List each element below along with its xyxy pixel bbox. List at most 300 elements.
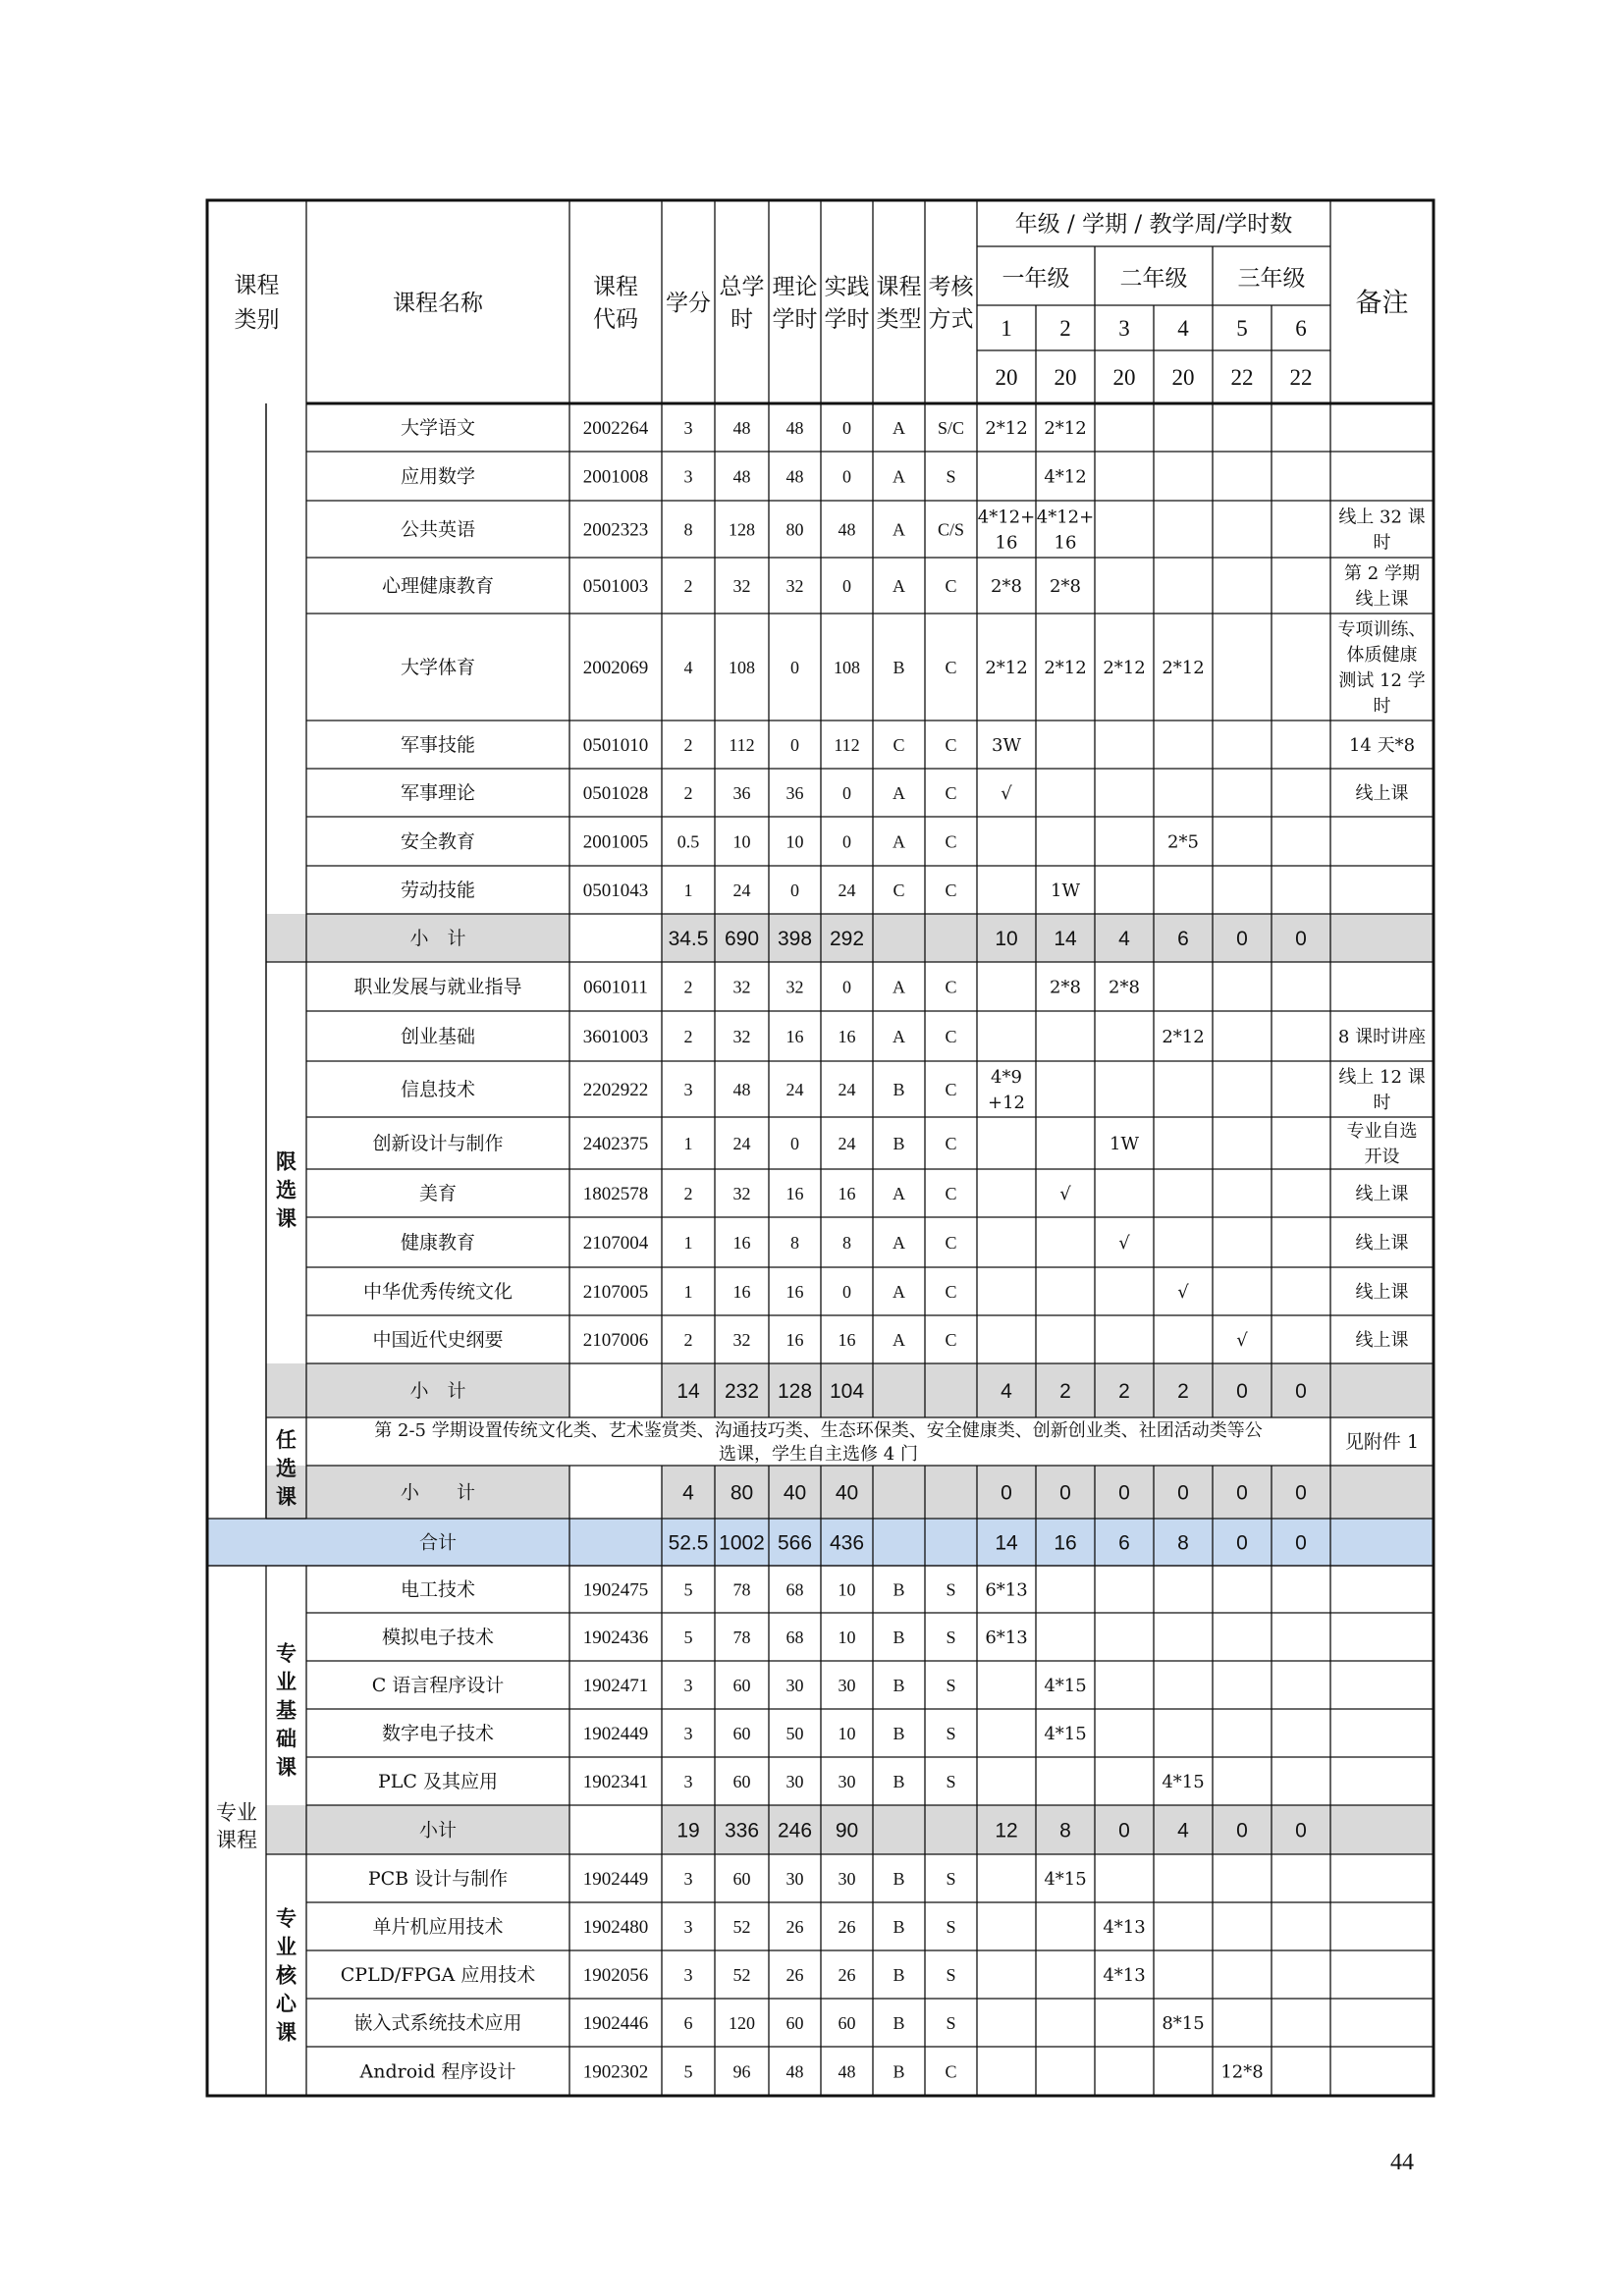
course-code: 1802578: [582, 1184, 649, 1205]
exam-method: C: [945, 977, 957, 997]
practice-hours: 40: [835, 1481, 859, 1505]
exam-method: S: [946, 1964, 956, 1985]
course-name: 创业基础: [400, 1026, 476, 1048]
section-major-basic: [276, 1640, 297, 1779]
subtotal-bg: [662, 1363, 1330, 1417]
course-code: 2001008: [582, 466, 649, 488]
term-hours: 4*15: [1044, 1675, 1087, 1696]
credit: 2: [683, 782, 693, 803]
term-hours: 0: [1295, 1531, 1307, 1555]
course-name: 大学语文: [400, 417, 476, 440]
theory-hours: 8: [790, 1232, 799, 1253]
course-name: 电工技术: [400, 1578, 476, 1601]
header-weeks: 22: [1230, 365, 1254, 391]
course-type: C: [893, 734, 905, 755]
course-type: C: [893, 880, 905, 900]
course-name: 大学体育: [400, 657, 476, 679]
section-major-core: [275, 1905, 298, 2044]
course-name: 美育: [418, 1183, 458, 1205]
course-code: 0501010: [582, 735, 649, 757]
term-hours: 4*15: [1044, 1868, 1087, 1890]
course-type: B: [893, 657, 905, 677]
total-hours: 60: [732, 1771, 751, 1791]
practice-hours: 48: [838, 519, 856, 540]
term-hours: 0: [1001, 1481, 1012, 1505]
total-hours: 232: [724, 1379, 760, 1403]
header-grade3: 三年级: [1237, 266, 1306, 293]
total-hours: 78: [732, 1579, 751, 1600]
term-hours: 6*13: [985, 1579, 1028, 1601]
credit: 3: [683, 1079, 693, 1099]
section-elective: [276, 1427, 297, 1509]
course-type: B: [893, 1675, 905, 1695]
course-type: B: [893, 1579, 905, 1600]
total-hours: 36: [732, 782, 751, 803]
svg-text:业: 业: [276, 1669, 297, 1694]
practice-hours: 436: [829, 1531, 865, 1555]
svg-text:课: 课: [276, 2019, 297, 2045]
term-hours: 4*13: [1103, 1964, 1146, 1986]
term-hours: 2*8: [1050, 977, 1081, 998]
term-hours: 0: [1295, 1819, 1307, 1842]
theory-hours: 26: [785, 1916, 804, 1937]
term-hours: 0: [1236, 1819, 1248, 1842]
credit: 3: [683, 1675, 693, 1695]
course-name: Android 程序设计: [359, 2060, 516, 2083]
svg-text:础: 础: [276, 1726, 297, 1751]
svg-text:限: 限: [276, 1148, 297, 1174]
course-type: B: [893, 1133, 905, 1153]
course-code: 1902480: [582, 1917, 649, 1939]
svg-text:基: 基: [276, 1697, 297, 1723]
svg-text:课: 课: [276, 1483, 297, 1509]
credit: 4: [682, 1481, 694, 1505]
practice-hours: 60: [838, 2012, 856, 2033]
course-code: 2202922: [582, 1080, 649, 1101]
total-hours: 78: [732, 1627, 751, 1647]
total-hours: 60: [732, 1868, 751, 1889]
course-code: 1902449: [582, 1869, 649, 1891]
credit: 3: [683, 466, 693, 487]
course-type: A: [893, 1329, 905, 1350]
exam-method: C: [945, 575, 957, 596]
header-weeks: 22: [1289, 365, 1313, 391]
total-hours: 108: [729, 657, 755, 677]
practice-hours: 24: [838, 1079, 856, 1099]
exam-method: S: [946, 1675, 956, 1695]
term-hours: 16: [1054, 1531, 1077, 1555]
course-type: A: [893, 782, 905, 803]
theory-hours: 68: [785, 1579, 804, 1600]
course-name: 应用数学: [400, 465, 476, 488]
course-type: A: [893, 831, 905, 852]
total-hours: 10: [732, 831, 751, 852]
theory-hours: 128: [777, 1379, 813, 1403]
header-category: 课程: [234, 273, 280, 299]
term-hours: 2: [1059, 1379, 1071, 1403]
header-term: 3: [1118, 316, 1130, 342]
svg-text:选: 选: [276, 1455, 297, 1480]
practice-hours: 10: [838, 1627, 856, 1647]
header-term: 1: [1001, 316, 1012, 342]
theory-hours: 16: [785, 1281, 804, 1302]
term-hours: 2*8: [991, 575, 1022, 597]
remark: 线上 32 课时: [1338, 507, 1426, 554]
practice-hours: 24: [838, 880, 856, 900]
term-hours: 4*12+ 16: [977, 507, 1036, 554]
subtotal-bg: [266, 1805, 569, 1854]
term-hours: 4: [1177, 1819, 1189, 1842]
header-term: 2: [1059, 316, 1071, 342]
term-hours: 0: [1295, 1379, 1307, 1403]
header-exam: 考核方式: [928, 274, 974, 333]
credit: 3: [683, 1771, 693, 1791]
exam-method: S: [946, 466, 956, 487]
course-type: B: [893, 1868, 905, 1889]
course-code: 1902436: [582, 1628, 649, 1649]
course-name: 中国近代史纲要: [372, 1329, 504, 1352]
course-code: 1902302: [582, 2061, 649, 2083]
course-name: 职业发展与就业指导: [353, 976, 522, 998]
term-hours: 0: [1118, 1819, 1130, 1842]
remark: 线上课: [1355, 1329, 1409, 1351]
theory-hours: 16: [785, 1026, 804, 1046]
term-hours: 2*12: [985, 417, 1028, 439]
header-name: 课程名称: [393, 291, 483, 317]
credit: 3: [683, 1916, 693, 1937]
total-hours: 24: [732, 1133, 751, 1153]
course-name: 军事理论: [400, 782, 476, 805]
course-type: B: [893, 2061, 905, 2082]
theory-hours: 30: [785, 1675, 804, 1695]
course-type: B: [893, 1771, 905, 1791]
section-restricted: [276, 1148, 297, 1230]
credit: 1: [683, 880, 693, 900]
credit: 1: [683, 1281, 693, 1302]
term-hours: √: [1001, 782, 1012, 804]
header-weeks: 20: [995, 365, 1018, 391]
course-name: 劳动技能: [400, 880, 476, 902]
theory-hours: 80: [785, 519, 804, 540]
credit: 5: [683, 2061, 693, 2082]
practice-hours: 0: [842, 977, 851, 997]
term-hours: 4*13: [1103, 1916, 1146, 1938]
course-type: A: [893, 977, 905, 997]
total-hours: 16: [732, 1232, 751, 1253]
term-hours: 0: [1177, 1481, 1189, 1505]
course-code: 2002264: [582, 418, 649, 440]
theory-hours: 10: [785, 831, 804, 852]
total-hours: 48: [732, 466, 751, 487]
subtotal-label: 合计: [418, 1531, 458, 1554]
theory-hours: 30: [785, 1868, 804, 1889]
exam-method: S: [946, 2012, 956, 2033]
exam-method: C: [945, 1281, 957, 1302]
term-hours: 2*5: [1167, 831, 1199, 853]
exam-method: S: [946, 1916, 956, 1937]
term-hours: 12: [995, 1819, 1018, 1842]
practice-hours: 0: [842, 1281, 851, 1302]
exam-method: C: [945, 1079, 957, 1099]
practice-hours: 30: [838, 1771, 856, 1791]
course-name: 嵌入式系统技术应用: [353, 2012, 522, 2035]
theory-hours: 50: [785, 1723, 804, 1743]
svg-text:课: 课: [276, 1754, 297, 1780]
subtotal-label: 小计: [418, 1819, 458, 1842]
exam-method: S: [946, 1627, 956, 1647]
total-hours: 32: [732, 575, 751, 596]
course-code: 1902475: [582, 1579, 649, 1601]
course-code: 2002323: [582, 519, 649, 541]
header-grade1: 一年级: [1001, 266, 1070, 293]
course-name: 安全教育: [400, 830, 476, 853]
svg-text:核: 核: [276, 1962, 297, 1988]
subtotal-bg: [1330, 1466, 1434, 1519]
practice-hours: 0: [842, 417, 851, 438]
course-name: 数字电子技术: [381, 1723, 495, 1745]
remark: 专业自选开设: [1346, 1120, 1418, 1167]
total-hours: 32: [732, 1026, 751, 1046]
course-name: 军事技能: [400, 734, 476, 757]
term-hours: 8: [1177, 1531, 1189, 1555]
practice-hours: 0: [842, 575, 851, 596]
exam-method: C: [945, 1183, 957, 1203]
exam-method: S/C: [937, 417, 965, 438]
total-hours: 32: [732, 1183, 751, 1203]
term-hours: 0: [1236, 1481, 1248, 1505]
remark: 第 2 学期线上课: [1344, 562, 1420, 610]
course-type: A: [893, 575, 905, 596]
theory-hours: 30: [785, 1771, 804, 1791]
course-code: 3601003: [582, 1027, 649, 1048]
credit: 2: [683, 575, 693, 596]
theory-hours: 48: [785, 417, 804, 438]
course-type: B: [893, 1916, 905, 1937]
total-hours: 80: [730, 1481, 754, 1505]
practice-hours: 8: [842, 1232, 851, 1253]
theory-hours: 32: [785, 977, 804, 997]
term-hours: √: [1059, 1183, 1071, 1204]
term-hours: √: [1118, 1232, 1130, 1254]
course-code: 1902341: [582, 1772, 649, 1793]
practice-hours: 108: [834, 657, 860, 677]
remark: 线上课: [1355, 1183, 1409, 1204]
subtotal-bg: [1330, 1805, 1434, 1854]
course-code: 1902471: [582, 1676, 649, 1697]
practice-hours: 16: [838, 1026, 856, 1046]
term-hours: 14: [1054, 927, 1077, 950]
credit: 2: [683, 1329, 693, 1350]
exam-method: C: [945, 782, 957, 803]
credit: 14: [677, 1379, 700, 1403]
total-hours: 52: [732, 1916, 751, 1937]
course-type: B: [893, 1723, 905, 1743]
term-hours: 2*12: [1044, 657, 1087, 678]
course-name: 公共英语: [400, 518, 476, 541]
total-hours: 60: [732, 1723, 751, 1743]
practice-hours: 10: [838, 1723, 856, 1743]
elective-note: 第 2-5 学期设置传统文化类、艺术鉴赏类、沟通技巧类、生态环保类、安全健康类、创新创业类、社团活动类等公选课，学生自主选修 4 门: [374, 1419, 1263, 1465]
practice-hours: 10: [838, 1579, 856, 1600]
term-hours: 4*12+ 16: [1036, 507, 1095, 554]
svg-text:专: 专: [276, 1640, 297, 1666]
theory-hours: 0: [790, 1133, 799, 1153]
exam-method: C: [945, 831, 957, 852]
header-weeks: 20: [1054, 365, 1077, 391]
credit: 3: [683, 1723, 693, 1743]
course-type: A: [893, 466, 905, 487]
term-hours: 0: [1059, 1481, 1071, 1505]
header-type: 课程类型: [876, 274, 922, 333]
course-name: 健康教育: [400, 1232, 476, 1255]
header-total: 总学时: [719, 274, 765, 333]
course-code: 2107004: [582, 1233, 649, 1255]
practice-hours: 16: [838, 1329, 856, 1350]
theory-hours: 68: [785, 1627, 804, 1647]
theory-hours: 246: [777, 1819, 813, 1842]
course-name: PLC 及其应用: [378, 1771, 498, 1793]
term-hours: 6*13: [985, 1627, 1028, 1648]
exam-method: C: [945, 880, 957, 900]
term-hours: √: [1177, 1281, 1189, 1303]
exam-method: C: [945, 1026, 957, 1046]
header-credit: 学分: [666, 291, 711, 317]
subtotal-label: 小 计: [400, 1481, 476, 1504]
term-hours: 2: [1118, 1379, 1130, 1403]
course-type: A: [893, 519, 905, 540]
term-hours: 0: [1118, 1481, 1130, 1505]
term-hours: 1W: [1110, 1133, 1139, 1154]
course-code: 2107006: [582, 1330, 649, 1352]
total-hours: 32: [732, 1329, 751, 1350]
total-hours: 16: [732, 1281, 751, 1302]
theory-hours: 40: [783, 1481, 807, 1505]
exam-method: C: [945, 1329, 957, 1350]
svg-text:专: 专: [276, 1905, 297, 1931]
svg-text:课: 课: [276, 1205, 297, 1231]
credit: 2: [683, 1183, 693, 1203]
remark: 线上课: [1355, 782, 1409, 804]
term-hours: 0: [1236, 927, 1248, 950]
total-hours: 690: [724, 927, 760, 950]
course-type: B: [893, 2012, 905, 2033]
total-hours: 120: [729, 2012, 755, 2033]
term-hours: √: [1236, 1329, 1248, 1351]
total-hours: 128: [729, 519, 755, 540]
exam-method: S: [946, 1868, 956, 1889]
credit: 5: [683, 1627, 693, 1647]
term-hours: 1W: [1051, 880, 1080, 901]
exam-method: S: [946, 1579, 956, 1600]
practice-hours: 0: [842, 782, 851, 803]
credit: 4: [683, 657, 693, 677]
header-practice: 实践学时: [824, 274, 870, 333]
subtotal-bg: [1330, 914, 1434, 962]
practice-hours: 0: [842, 831, 851, 852]
term-hours: 14: [995, 1531, 1018, 1555]
course-code: 2402375: [582, 1134, 649, 1155]
header-weeks: 20: [1112, 365, 1136, 391]
term-hours: 8: [1059, 1819, 1071, 1842]
term-hours: 10: [995, 927, 1018, 950]
practice-hours: 0: [842, 466, 851, 487]
theory-hours: 24: [785, 1079, 804, 1099]
credit: 1: [683, 1232, 693, 1253]
svg-text:任: 任: [276, 1426, 297, 1452]
theory-hours: 0: [790, 657, 799, 677]
term-hours: 0: [1236, 1531, 1248, 1555]
header-grade2: 二年级: [1119, 266, 1188, 293]
course-code: 2107005: [582, 1282, 649, 1304]
course-name: PCB 设计与制作: [367, 1868, 509, 1891]
total-hours: 336: [724, 1819, 760, 1842]
exam-method: S: [946, 1723, 956, 1743]
total-hours: 48: [732, 417, 751, 438]
term-hours: 2*8: [1109, 977, 1140, 998]
term-hours: 4: [1001, 1379, 1012, 1403]
term-hours: 6: [1177, 927, 1189, 950]
exam-method: S: [946, 1771, 956, 1791]
header-theory: 理论学时: [772, 274, 818, 333]
course-code: 2001005: [582, 831, 649, 853]
total-hours: 112: [729, 734, 755, 755]
term-hours: 3W: [992, 734, 1021, 756]
term-hours: 8*15: [1162, 2012, 1205, 2034]
section-major: 专业课程: [216, 1800, 257, 1852]
course-type: A: [893, 417, 905, 438]
course-code: 1902446: [582, 2013, 649, 2035]
practice-hours: 30: [838, 1868, 856, 1889]
course-type: A: [893, 1281, 905, 1302]
term-hours: 4*15: [1162, 1771, 1205, 1792]
remark: 8 课时讲座: [1337, 1026, 1427, 1047]
elective-remark: 见附件 1: [1344, 1431, 1420, 1454]
course-type: A: [893, 1232, 905, 1253]
course-name: C 语言程序设计: [371, 1675, 505, 1697]
header-schedule: 年级 / 学期 / 教学周/学时数: [1014, 211, 1293, 238]
exam-method: C: [945, 657, 957, 677]
theory-hours: 36: [785, 782, 804, 803]
theory-hours: 60: [785, 2012, 804, 2033]
total-hours: 52: [732, 1964, 751, 1985]
course-code: 0501003: [582, 576, 649, 598]
course-type: A: [893, 1183, 905, 1203]
credit: 2: [683, 977, 693, 997]
course-code: 0501028: [582, 783, 649, 805]
practice-hours: 26: [838, 1964, 856, 1985]
credit: 5: [683, 1579, 693, 1600]
theory-hours: 48: [785, 466, 804, 487]
practice-hours: 30: [838, 1675, 856, 1695]
theory-hours: 26: [785, 1964, 804, 1985]
header-code: 课程代码: [593, 274, 638, 333]
total-hours: 96: [732, 2061, 751, 2082]
exam-method: C: [945, 2061, 957, 2082]
term-hours: 0: [1295, 927, 1307, 950]
theory-hours: 398: [777, 927, 813, 950]
credit: 52.5: [668, 1531, 709, 1555]
term-hours: 2*12: [1103, 657, 1146, 678]
term-hours: 4*15: [1044, 1723, 1087, 1744]
total-hours: 32: [732, 977, 751, 997]
credit: 2: [683, 1026, 693, 1046]
term-hours: 4: [1118, 927, 1130, 950]
theory-hours: 566: [777, 1531, 813, 1555]
practice-hours: 24: [838, 1133, 856, 1153]
exam-method: C: [945, 734, 957, 755]
term-hours: 2*12: [1162, 657, 1205, 678]
credit: 6: [683, 2012, 693, 2033]
